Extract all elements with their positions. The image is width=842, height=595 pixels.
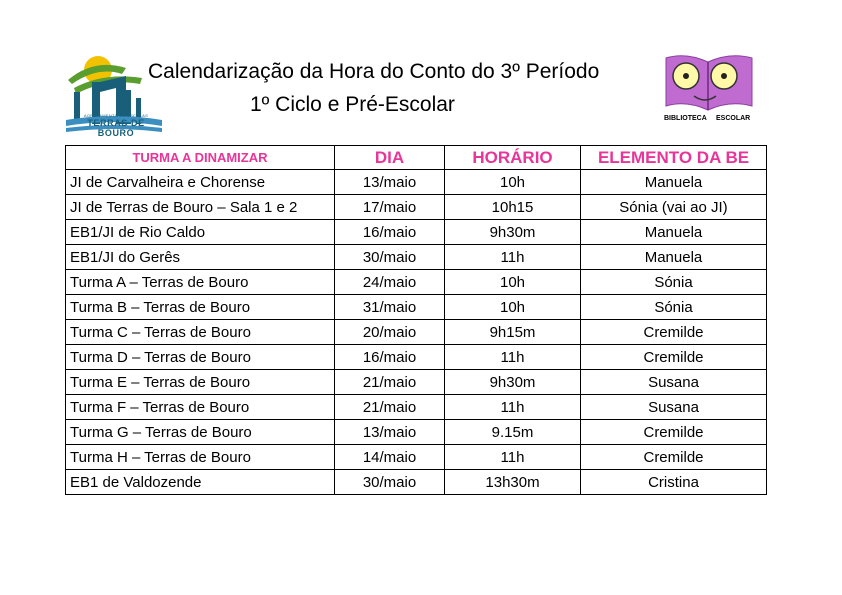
elemento-cell: Cremilde	[581, 445, 767, 470]
column-header-horario: HORÁRIO	[445, 146, 581, 170]
turma-cell: EB1/JI do Gerês	[66, 245, 335, 270]
table-row	[66, 370, 767, 395]
elemento-cell: Cristina	[581, 470, 767, 495]
elemento-cell: Susana	[581, 395, 767, 420]
turma-cell: JI de Terras de Bouro – Sala 1 e 2	[66, 195, 335, 220]
table-row	[66, 395, 767, 420]
horario-cell: 11h	[445, 395, 581, 420]
elemento-cell: Sónia	[581, 270, 767, 295]
column-header-dia: DIA	[335, 146, 445, 170]
turma-cell: Turma E – Terras de Bouro	[66, 370, 335, 395]
column-header-turma: TURMA A DINAMIZAR	[66, 146, 335, 170]
dia-cell: 16/maio	[335, 345, 445, 370]
turma-cell: Turma C – Terras de Bouro	[66, 320, 335, 345]
horario-cell: 10h	[445, 270, 581, 295]
elemento-cell: Susana	[581, 370, 767, 395]
table-row	[66, 345, 767, 370]
dia-cell: 21/maio	[335, 395, 445, 420]
dia-cell: 17/maio	[335, 195, 445, 220]
table-header-row	[66, 146, 767, 170]
turma-cell: JI de Carvalheira e Chorense	[66, 170, 335, 195]
elemento-cell: Sónia	[581, 295, 767, 320]
library-logo	[662, 52, 756, 132]
school-label: ESCOLAR	[716, 115, 751, 122]
horario-cell: 9.15m	[445, 420, 581, 445]
dia-cell: 30/maio	[335, 245, 445, 270]
page-subtitle: 1º Ciclo e Pré-Escolar	[250, 93, 455, 116]
table-row	[66, 295, 767, 320]
table-row	[66, 420, 767, 445]
horario-cell: 9h15m	[445, 320, 581, 345]
library-label: BIBLIOTECA	[664, 115, 707, 122]
table-row	[66, 170, 767, 195]
table-row	[66, 445, 767, 470]
elemento-cell: Cremilde	[581, 320, 767, 345]
horario-cell: 9h30m	[445, 370, 581, 395]
elemento-cell: Manuela	[581, 220, 767, 245]
turma-cell: Turma A – Terras de Bouro	[66, 270, 335, 295]
horario-cell: 11h	[445, 245, 581, 270]
table-row	[66, 245, 767, 270]
column-header-elemento: ELEMENTO DA BE	[581, 146, 767, 170]
page-title: Calendarização da Hora do Conto do 3º Período	[148, 60, 600, 83]
elemento-cell: Manuela	[581, 245, 767, 270]
turma-cell: EB1 de Valdozende	[66, 470, 335, 495]
horario-cell: 11h	[445, 345, 581, 370]
horario-cell: 13h30m	[445, 470, 581, 495]
table-row	[66, 195, 767, 220]
elemento-cell: Manuela	[581, 170, 767, 195]
dia-cell: 21/maio	[335, 370, 445, 395]
dia-cell: 24/maio	[335, 270, 445, 295]
turma-cell: Turma G – Terras de Bouro	[66, 420, 335, 445]
horario-cell: 9h30m	[445, 220, 581, 245]
elemento-cell: Sónia (vai ao JI)	[581, 195, 767, 220]
horario-cell: 11h	[445, 445, 581, 470]
schedule-table	[65, 145, 767, 495]
dia-cell: 31/maio	[335, 295, 445, 320]
turma-cell: Turma H – Terras de Bouro	[66, 445, 335, 470]
dia-cell: 20/maio	[335, 320, 445, 345]
elemento-cell: Cremilde	[581, 420, 767, 445]
horario-cell: 10h	[445, 170, 581, 195]
turma-cell: Turma F – Terras de Bouro	[66, 395, 335, 420]
table-row	[66, 470, 767, 495]
table-row	[66, 270, 767, 295]
elemento-cell: Cremilde	[581, 345, 767, 370]
table-row	[66, 220, 767, 245]
turma-cell: EB1/JI de Rio Caldo	[66, 220, 335, 245]
table-row	[66, 320, 767, 345]
school-name: TERRAS DE BOURO	[87, 118, 145, 138]
turma-cell: Turma B – Terras de Bouro	[66, 295, 335, 320]
horario-cell: 10h15	[445, 195, 581, 220]
open-book-icon	[662, 52, 756, 116]
dia-cell: 13/maio	[335, 420, 445, 445]
dia-cell: 16/maio	[335, 220, 445, 245]
horario-cell: 10h	[445, 295, 581, 320]
dia-cell: 14/maio	[335, 445, 445, 470]
turma-cell: Turma D – Terras de Bouro	[66, 345, 335, 370]
dia-cell: 30/maio	[335, 470, 445, 495]
school-group-label: AGRUPAMENTO DE ESCOLAS	[83, 113, 149, 118]
dia-cell: 13/maio	[335, 170, 445, 195]
